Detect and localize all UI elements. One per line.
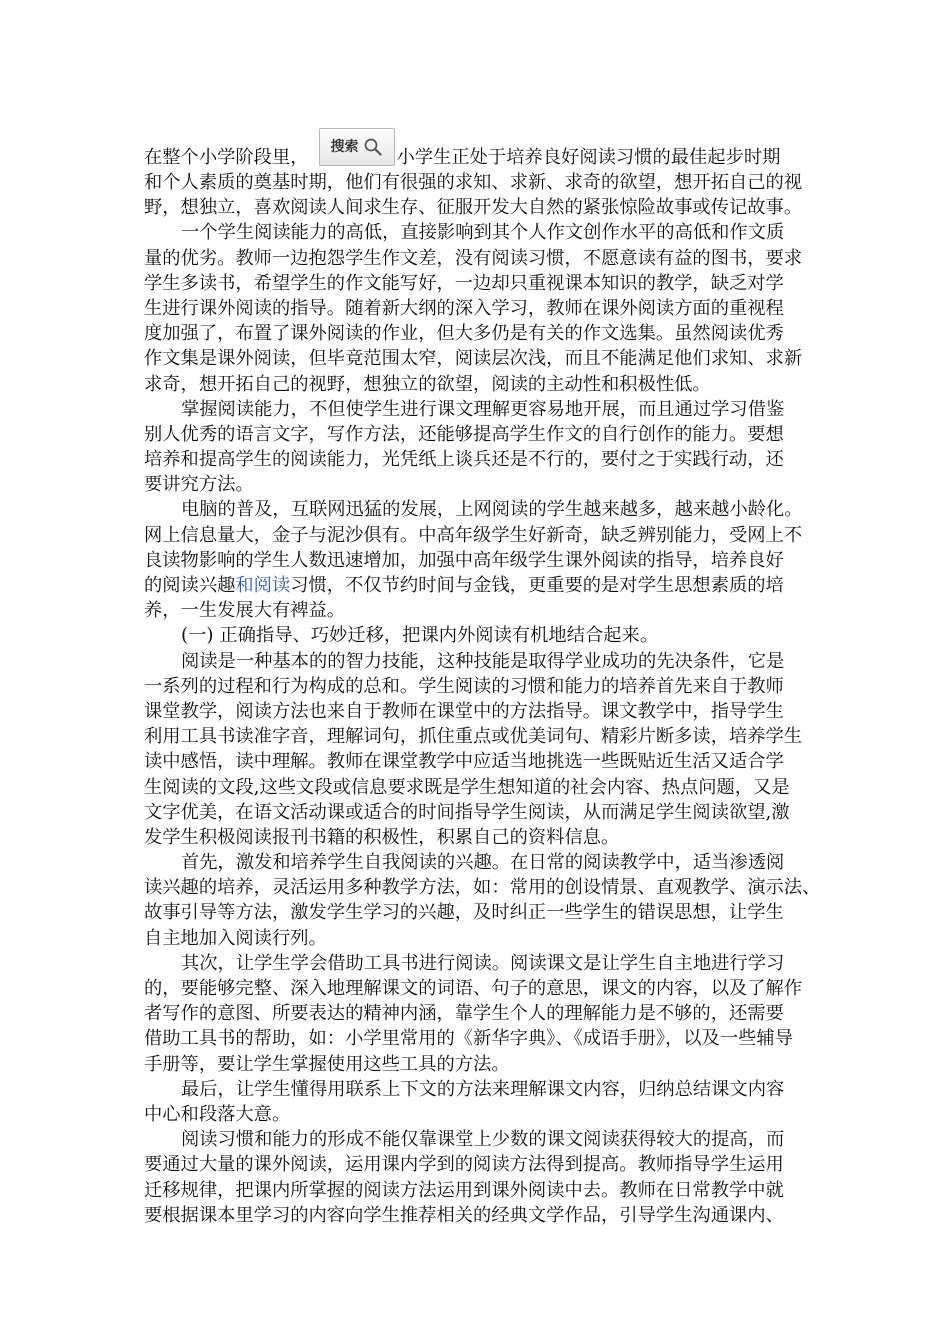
paragraph-habits bbox=[144, 1127, 808, 1228]
paragraph-reading-ability bbox=[144, 220, 808, 396]
text-line: 别人优秀的语言文字，写作方法，还能够提高学生作文的自行创作的能力。要想 bbox=[144, 423, 784, 445]
paragraph-second bbox=[144, 951, 808, 1077]
intro-after-button: 小学生正处于培养良好阅读习惯的最佳起步时期 bbox=[396, 147, 781, 168]
text-line: 学生多读书，希望学生的作文能写好，一边却只重视课本知识的教学，缺乏对学 bbox=[144, 272, 784, 294]
text-line: 要讲究方法。 bbox=[144, 474, 254, 496]
text-line: 作文集是课外阅读，但毕竟范围太窄，阅读层次浅，而且不能满足他们求知、求新 bbox=[144, 348, 803, 370]
text-line: 自主地加入阅读行列。 bbox=[144, 927, 327, 949]
text-line-with-link bbox=[144, 573, 808, 598]
paragraph-last bbox=[144, 1077, 808, 1127]
text-line: 电脑的普及，互联网迅猛的发展，上网阅读的学生越来越多，越来越小龄化。 bbox=[181, 499, 803, 521]
text-line: 最后，让学生懂得用联系上下文的方法来理解课文内容，归纳总结课文内容 bbox=[181, 1078, 785, 1100]
text-line: 借助工具书的帮助，如：小学里常用的《新华字典》、《成语手册》，以及一些辅导 bbox=[144, 1028, 793, 1050]
link-line-before: 的阅读兴趣 bbox=[144, 575, 236, 596]
text-line: 掌握阅读能力，不但使学生进行课文理解更容易地开展，而且通过学习借鉴 bbox=[181, 398, 785, 420]
text-line: 要根据课本里学习的内容向学生推荐相关的经典文学作品，引导学生沟通课内、 bbox=[144, 1204, 784, 1226]
text-line: 生阅读的文段,这些文段或信息要求既是学生想知道的社会内容、热点问题，又是 bbox=[144, 776, 790, 798]
text-line: 发学生积极阅读报刊书籍的积极性，积累自己的资料信息。 bbox=[144, 826, 620, 848]
paragraph-internet-reading bbox=[144, 497, 808, 623]
text-line: 中心和段落大意。 bbox=[144, 1103, 291, 1125]
text-line: 阅读习惯和能力的形成不能仅靠课堂上少数的课文阅读获得较大的提高，而 bbox=[181, 1129, 785, 1151]
text-line: 和个人素质的奠基时期，他们有很强的求知、求新、求奇的欲望，想开拓自己的视 bbox=[144, 172, 803, 193]
text-line: 的，要能够完整、深入地理解课文的词语、句子的意思，课文的内容，以及了解作 bbox=[144, 978, 803, 999]
text-line: 度加强了，布置了课外阅读的作业，但大多仍是有关的作文选集。虽然阅读优秀 bbox=[144, 323, 784, 345]
text-line: 迁移规律，把课内所掌握的阅读方法运用到课外阅读中去。教师在日常教学中就 bbox=[144, 1179, 784, 1201]
document-body bbox=[144, 122, 821, 1228]
text-line: 生进行课外阅读的指导。随着新大纲的深入学习，教师在课外阅读方面的重视程 bbox=[144, 297, 784, 319]
search-button-label: 搜索 bbox=[330, 138, 359, 155]
text-line: (一) 正确指导、巧妙迁移，把课内外阅读有机地结合起来。 bbox=[181, 625, 659, 647]
text-line: 课堂教学，阅读方法也来自于教师在课堂中的方法指导。课文教学中，指导学生 bbox=[144, 700, 784, 722]
text-line: 者写作的意图、所要表达的精神内涵，靠学生个人的理解能力是不够的，还需要 bbox=[144, 1003, 784, 1025]
intro-continuation bbox=[144, 170, 808, 220]
paragraph-first bbox=[144, 850, 821, 951]
search-button[interactable] bbox=[319, 128, 395, 166]
text-line: 量的优劣。教师一边抱怨学生作文差，没有阅读习惯，不愿意读有益的图书，要求 bbox=[144, 247, 803, 269]
text-line: 网上信息量大，金子与泥沙俱有。中高年级学生好新奇，缺乏辨别能力，受网上不 bbox=[144, 524, 803, 546]
reading-link[interactable]: 和阅读 bbox=[235, 575, 291, 596]
text-line: 故事引导等方法，激发学生学习的兴趣，及时纠正一些学生的错误思想，让学生 bbox=[144, 902, 784, 924]
section-heading-1 bbox=[144, 623, 808, 648]
text-line: 阅读是一种基本的的智力技能，这种技能是取得学业成功的先决条件，它是 bbox=[181, 650, 785, 672]
intro-before-button: 在整个小学阶段里， bbox=[144, 147, 309, 168]
text-line: 读中感悟，读中理解。教师在课堂教学中应适当地挑选一些既贴近生活又适合学 bbox=[144, 751, 784, 773]
text-line: 文字优美，在语文活动课或适合的时间指导学生阅读，从而满足学生阅读欲望,激 bbox=[144, 801, 790, 823]
text-line: 其次，让学生学会借助工具书进行阅读。阅读课文是让学生自主地进行学习 bbox=[181, 952, 785, 974]
text-line: 良读物影响的学生人数迅速增加，加强中高年级学生课外阅读的指导，培养良好 bbox=[144, 549, 784, 571]
intro-first-line bbox=[144, 122, 808, 170]
text-line: 手册等，要让学生掌握使用这些工具的方法。 bbox=[144, 1053, 510, 1075]
text-line: 培养和提高学生的阅读能力，光凭纸上谈兵还是不行的，要付之于实践行动，还 bbox=[144, 449, 784, 471]
magnifier-icon bbox=[363, 137, 383, 157]
text-line: 一个学生阅读能力的高低，直接影响到其个人作文创作水平的高低和作文质 bbox=[181, 222, 785, 244]
text-line: 读兴趣的培养，灵活运用多种教学方法，如：常用的创设情景、直观教学、演示法、 bbox=[144, 877, 821, 899]
text-line: 野，想独立，喜欢阅读人间求生存、征服开发大自然的紧张惊险故事或传记故事。 bbox=[144, 197, 803, 219]
text-line: 养，一生发展大有裨益。 bbox=[144, 600, 346, 622]
paragraph-mastering-reading bbox=[144, 397, 808, 498]
text-line: 一系列的过程和行为构成的总和。学生阅读的习惯和能力的培养首先来自于教师 bbox=[144, 675, 784, 697]
text-line: 求奇，想开拓自己的视野，想独立的欲望，阅读的主动性和积极性低。 bbox=[144, 373, 711, 395]
paragraph-basic-skill bbox=[144, 649, 808, 851]
text-line: 利用工具书读准字音，理解词句，抓住重点或优美词句、精彩片断多读，培养学生 bbox=[144, 726, 803, 748]
text-line: 要通过大量的课外阅读，运用课内学到的阅读方法得到提高。教师指导学生运用 bbox=[144, 1154, 784, 1176]
link-line-after: 习惯，不仅节约时间与金钱，更重要的是对学生思想素质的培 bbox=[290, 575, 784, 596]
text-line: 首先，激发和培养学生自我阅读的兴趣。在日常的阅读教学中，适当渗透阅 bbox=[181, 852, 785, 874]
